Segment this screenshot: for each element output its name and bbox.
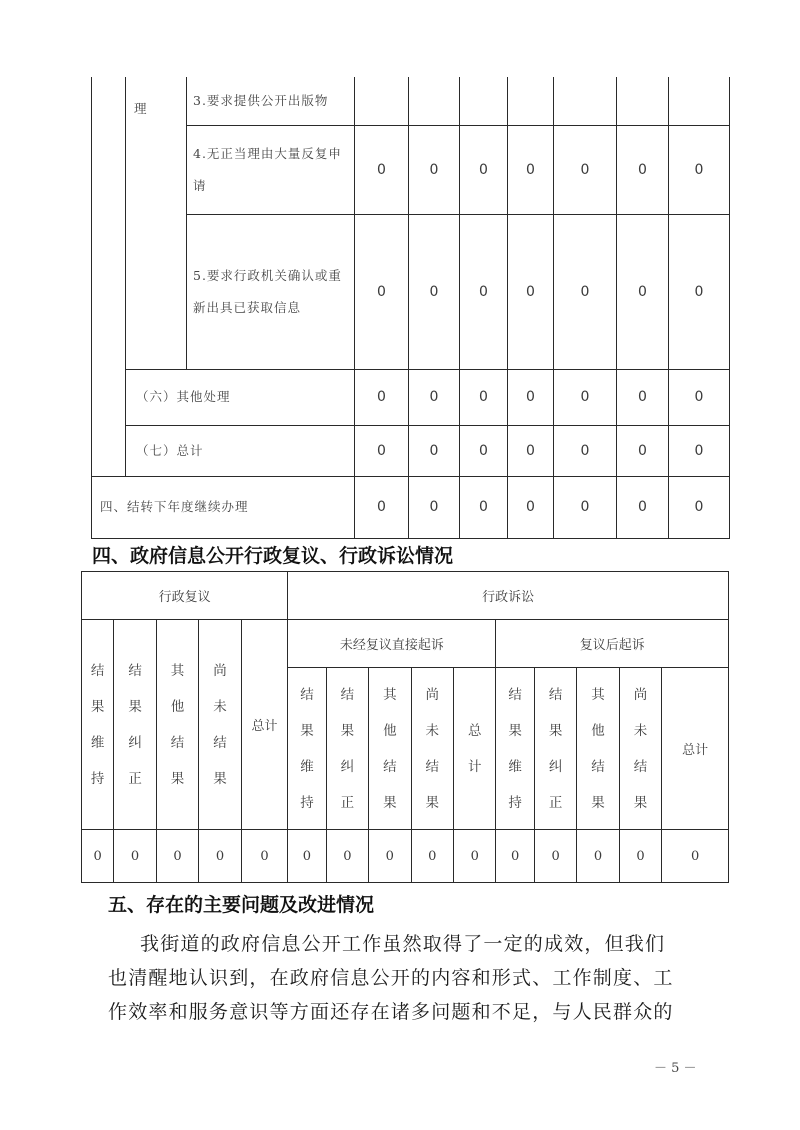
sub-col-header: 其 他 结 果 xyxy=(369,668,411,830)
page-number: － 5 － xyxy=(654,1061,697,1076)
paragraph-line: 我街道的政府信息公开工作虽然取得了一定的成效，但我们 xyxy=(140,933,666,955)
sub-col-header: 尚 未 结 果 xyxy=(411,668,453,830)
sub-col-header: 结 果 纠 正 xyxy=(114,620,156,830)
row-label: 四、结转下年度继续办理 xyxy=(92,476,355,538)
sub-col-header: 结 果 维 持 xyxy=(496,668,534,830)
paragraph-line: 也清醒地认识到，在政府信息公开的内容和形式、工作制度、工 xyxy=(108,967,674,989)
section-heading: 五、存在的主要问题及改进情况 xyxy=(108,894,375,916)
review-litigation-table xyxy=(81,571,729,883)
table-row: （七）总计 0 0 0 0 0 0 0 xyxy=(92,425,730,476)
direct-suit-header: 未经复议直接起诉 xyxy=(288,620,496,668)
table-row: 5.要求行政机关确认或重 新出具已获取信息 0 0 0 0 0 0 0 xyxy=(92,214,730,369)
sub-col-header: 尚 未 结 果 xyxy=(619,668,661,830)
total-header: 总 计 xyxy=(454,668,496,830)
table-row: 四、结转下年度继续办理 0 0 0 0 0 0 0 xyxy=(92,476,730,538)
sub-col-header: 其 他 结 果 xyxy=(156,620,198,830)
row-label: 4.无正当理由大量反复申 请 xyxy=(187,125,355,214)
total-header: 总计 xyxy=(662,668,729,830)
sub-col-header: 尚 未 结 果 xyxy=(199,620,241,830)
after-review-header: 复议后起诉 xyxy=(496,620,729,668)
sub-col-header: 结 果 维 持 xyxy=(288,668,326,830)
litigation-header: 行政诉讼 xyxy=(288,572,729,620)
review-header: 行政复议 xyxy=(82,572,288,620)
table-row: 0 0 0 0 0 0 0 0 0 0 0 0 0 0 0 xyxy=(82,830,729,883)
total-header: 总计 xyxy=(241,620,288,830)
row-label: 5.要求行政机关确认或重 新出具已获取信息 xyxy=(187,214,355,369)
sub-col-header: 其 他 结 果 xyxy=(577,668,619,830)
section-heading: 四、政府信息公开行政复议、行政诉讼情况 xyxy=(92,545,454,567)
table-row: （六）其他处理 0 0 0 0 0 0 0 xyxy=(92,369,730,425)
table-row xyxy=(92,77,730,125)
sub-col-header: 结 果 纠 正 xyxy=(326,668,368,830)
table-row xyxy=(82,620,729,668)
processing-results-table xyxy=(91,77,730,539)
paragraph-line: 作效率和服务意识等方面还存在诸多问题和不足，与人民群众的 xyxy=(108,1001,674,1023)
row-label: （七）总计 xyxy=(126,425,355,476)
category-label: 理 xyxy=(126,77,187,369)
sub-col-header: 结 果 纠 正 xyxy=(534,668,576,830)
row-label: 3.要求提供公开出版物 xyxy=(187,77,355,125)
row-label: （六）其他处理 xyxy=(126,369,355,425)
table-row: 4.无正当理由大量反复申 请 0 0 0 0 0 0 0 xyxy=(92,125,730,214)
sub-col-header: 结 果 维 持 xyxy=(82,620,114,830)
table-row xyxy=(82,572,729,620)
